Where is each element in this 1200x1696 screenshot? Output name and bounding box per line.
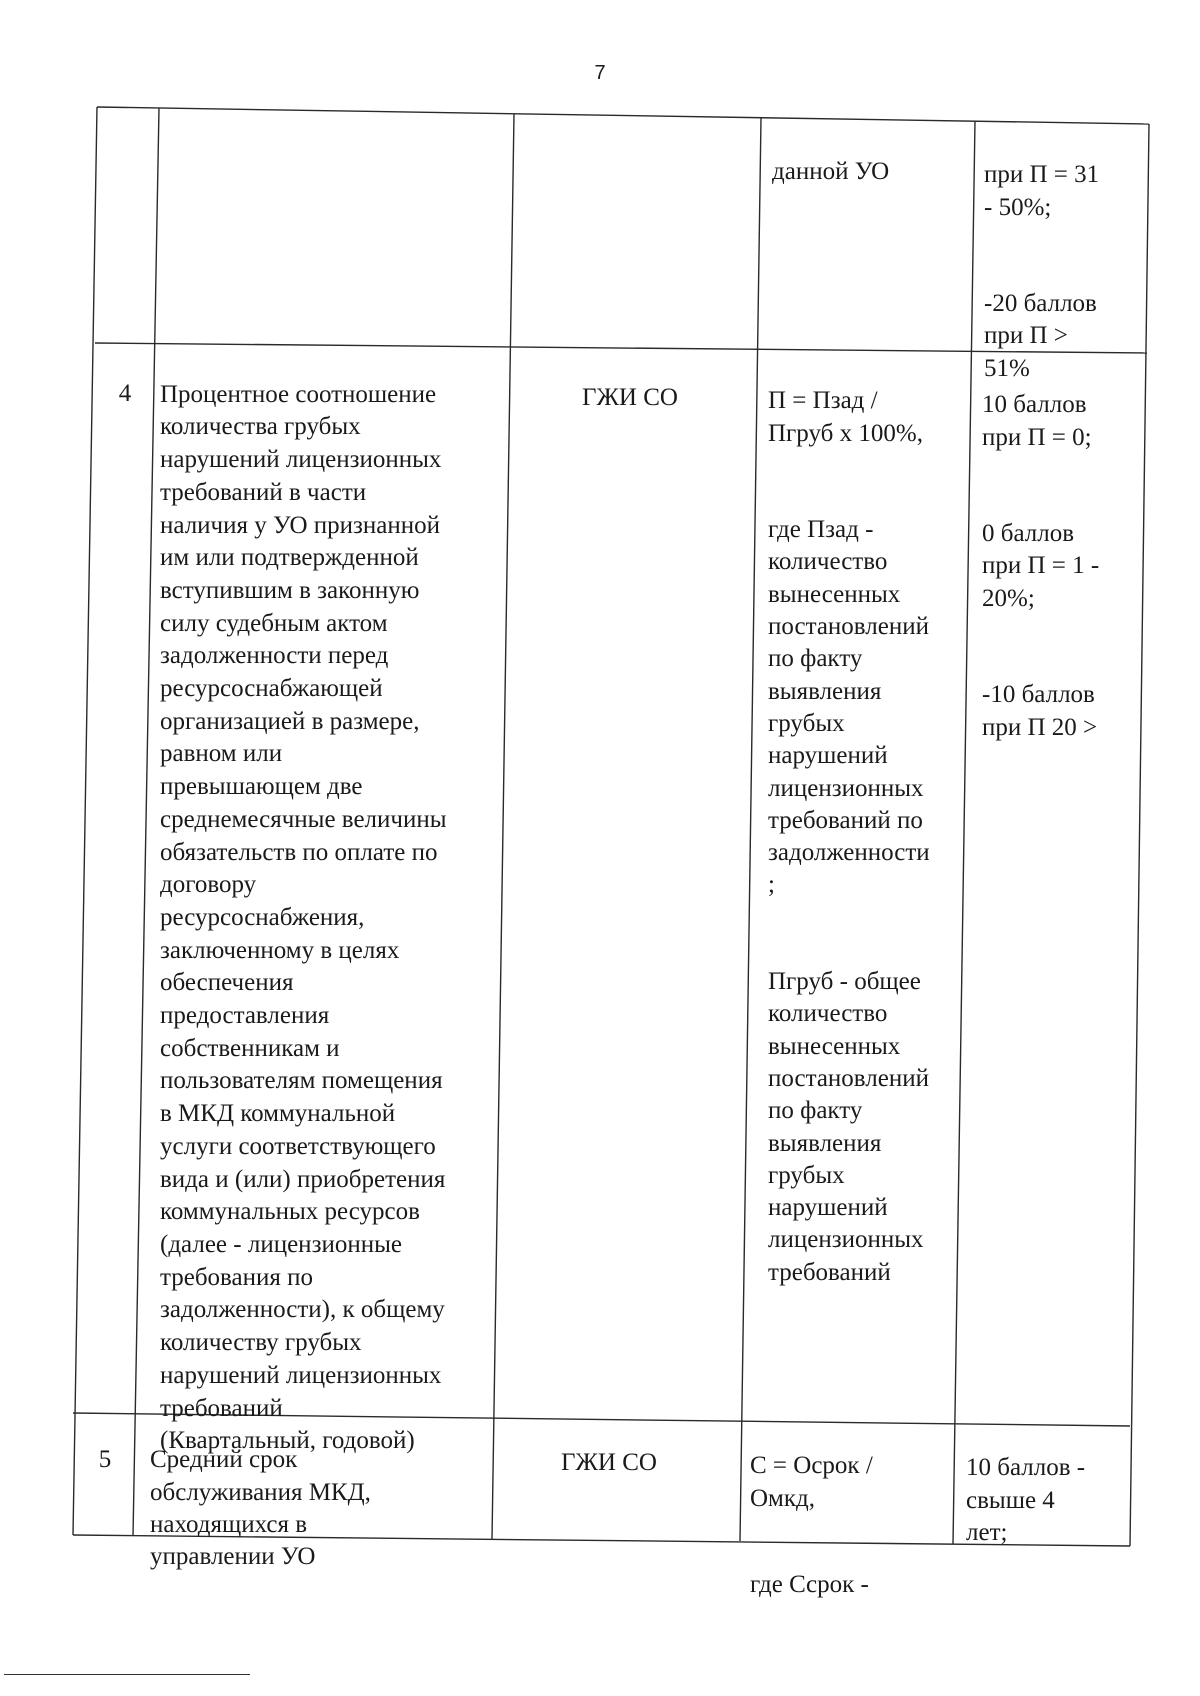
col-2-left-border: [133, 108, 159, 1536]
row-4-source-text: ГЖИ СО: [582, 384, 678, 412]
row-4-score-p2: 0 баллов при П = 1 - 20%;: [982, 520, 1100, 612]
row-4-score-p3: -10 баллов при П 20 >: [982, 681, 1098, 741]
row-5-indicator-text: Средний срок обслуживания МКД, находящихся в управлении УО: [150, 1446, 371, 1571]
row-5-formula: [750, 1418, 950, 1601]
cont-score-line-2: -20 баллов при П > 51%: [984, 290, 1097, 382]
row-5-formula-p2: где Ссрок -: [750, 1571, 869, 1599]
row-5-score-p1: 10 баллов - свыше 4 лет;: [966, 1454, 1086, 1546]
row-4-formula-p2: где Пзад - количество вынесенных постановлений по факту выявления грубых нарушений лицензионных требований по задолженности ;: [768, 516, 930, 899]
cont-score-line-1: при П = 31 - 50%;: [984, 161, 1100, 221]
row-4-score-p1: 10 баллов при П = 0;: [982, 391, 1092, 451]
cont-formula-cell: [772, 124, 968, 189]
row-5-score: [966, 1420, 1126, 1549]
cont-score-cell: [984, 127, 1144, 385]
row-5-indicator: [150, 1412, 480, 1573]
footnote-rule: [4, 1674, 250, 1675]
row-4-indicator-text: Процентное соотношение количества грубых нарушений лицензионных требований в части наличия у УО признанной им или подтвержденной вступившим в законную силу судебным актом задолженности перед ресурсоснабжающей организацией в размере, равном или превышающем две среднемесячные величины обязательств по оплате по договору ресурсоснабжения, заключенному в целях обеспечения предоставления собственникам и пользователям помещения в МКД коммунальной услуги соответствующего вида и (или) приобретения коммунальных ресурсов (далее - лицензионные требования по задолженности), к общему количеству грубых нарушений лицензионных требований (Квартальный, годовой): [160, 380, 447, 1455]
row-4-formula-p1: П = Пзад / Пгруб х 100%,: [768, 387, 923, 447]
row-4-indicator: [160, 346, 500, 1458]
col-1-left-border: [73, 107, 97, 1535]
row-4-number-text: 4: [118, 380, 132, 408]
row-4-formula-p3: Пгруб - общее количество вынесенных постановлений по факту выявления грубых нарушений лицензионных требований: [768, 968, 929, 1286]
row-4-formula: [768, 353, 968, 1289]
table-top-border: [97, 107, 1149, 124]
col-4-left-border: [740, 118, 761, 1541]
row-4-score: [982, 357, 1142, 744]
row-5-source-text: ГЖИ СО: [561, 1449, 657, 1477]
page-number: 7: [594, 62, 606, 84]
row-5-formula-p1: С = Осрок / Омкд,: [750, 1452, 873, 1512]
cont-formula-text: данной УО: [772, 158, 890, 186]
row-5-source: [488, 1415, 730, 1480]
row-5-number: [80, 1412, 130, 1477]
row-5-number-text: 5: [98, 1446, 112, 1474]
row-4-number: [100, 346, 150, 411]
row-4-source: [510, 350, 750, 415]
